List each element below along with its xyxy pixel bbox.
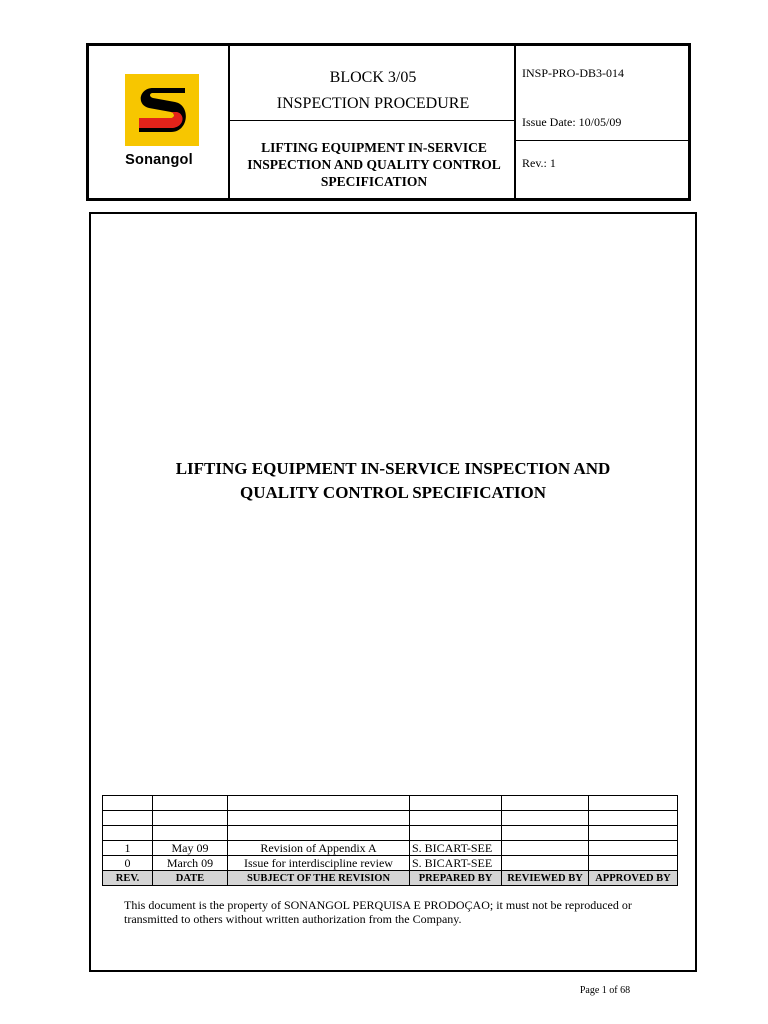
block-title: [232, 65, 514, 117]
document-header: [86, 43, 691, 201]
reviewed-by-cell: [502, 856, 589, 871]
subject-cell: Revision of Appendix A: [228, 841, 410, 856]
column-header: REV.: [103, 871, 153, 886]
approved-by-cell: [589, 856, 678, 871]
table-header-row: [103, 871, 678, 886]
specification-title: [232, 139, 516, 190]
prepared-by-cell: S. BICART-SEE: [410, 841, 502, 856]
sonangol-logo-icon: [125, 74, 199, 146]
date-cell: May 09: [153, 841, 228, 856]
table-row: [103, 841, 678, 856]
column-header: SUBJECT OF THE REVISION: [228, 871, 410, 886]
document-number: INSP-PRO-DB3-014: [522, 66, 625, 80]
column-header: APPROVED BY: [589, 871, 678, 886]
table-row: [103, 826, 678, 841]
column-header: REVIEWED BY: [502, 871, 589, 886]
revision-number: Rev.: 1: [522, 156, 556, 170]
main-title-line: LIFTING EQUIPMENT IN-SERVICE INSPECTION AND: [175, 459, 611, 478]
reviewed-by-cell: [502, 841, 589, 856]
spec-title-line: SPECIFICATION: [320, 174, 428, 189]
company-logo: [89, 46, 229, 198]
column-header: DATE: [153, 871, 228, 886]
header-divider: [516, 140, 691, 141]
document-body: [89, 212, 697, 972]
table-row: [103, 811, 678, 826]
spec-title-line: LIFTING EQUIPMENT IN-SERVICE: [261, 140, 487, 155]
table-row: [103, 796, 678, 811]
procedure-label: INSPECTION PROCEDURE: [276, 95, 470, 112]
logo-wordmark: Sonangol: [125, 152, 193, 168]
rev-cell: 1: [103, 841, 153, 856]
page-number: Page 1 of 68: [579, 985, 631, 996]
spec-title-line: INSPECTION AND QUALITY CONTROL: [247, 157, 501, 172]
main-title-line: QUALITY CONTROL SPECIFICATION: [239, 483, 547, 502]
prepared-by-cell: S. BICART-SEE: [410, 856, 502, 871]
date-cell: March 09: [153, 856, 228, 871]
rev-cell: 0: [103, 856, 153, 871]
issue-date: Issue Date: 10/05/09: [522, 115, 622, 129]
table-row: [103, 856, 678, 871]
block-label: BLOCK 3/05: [329, 69, 417, 86]
header-divider: [229, 120, 514, 121]
confidentiality-notice: This document is the property of SONANGOL PERQUISA E PRODOÇAO; it must not be reproduced or transmitted to others without written authorization from the Company.: [124, 898, 632, 926]
revision-table: [102, 795, 678, 886]
main-title: [91, 457, 695, 505]
approved-by-cell: [589, 841, 678, 856]
column-header: PREPARED BY: [410, 871, 502, 886]
subject-cell: Issue for interdiscipline review: [228, 856, 410, 871]
